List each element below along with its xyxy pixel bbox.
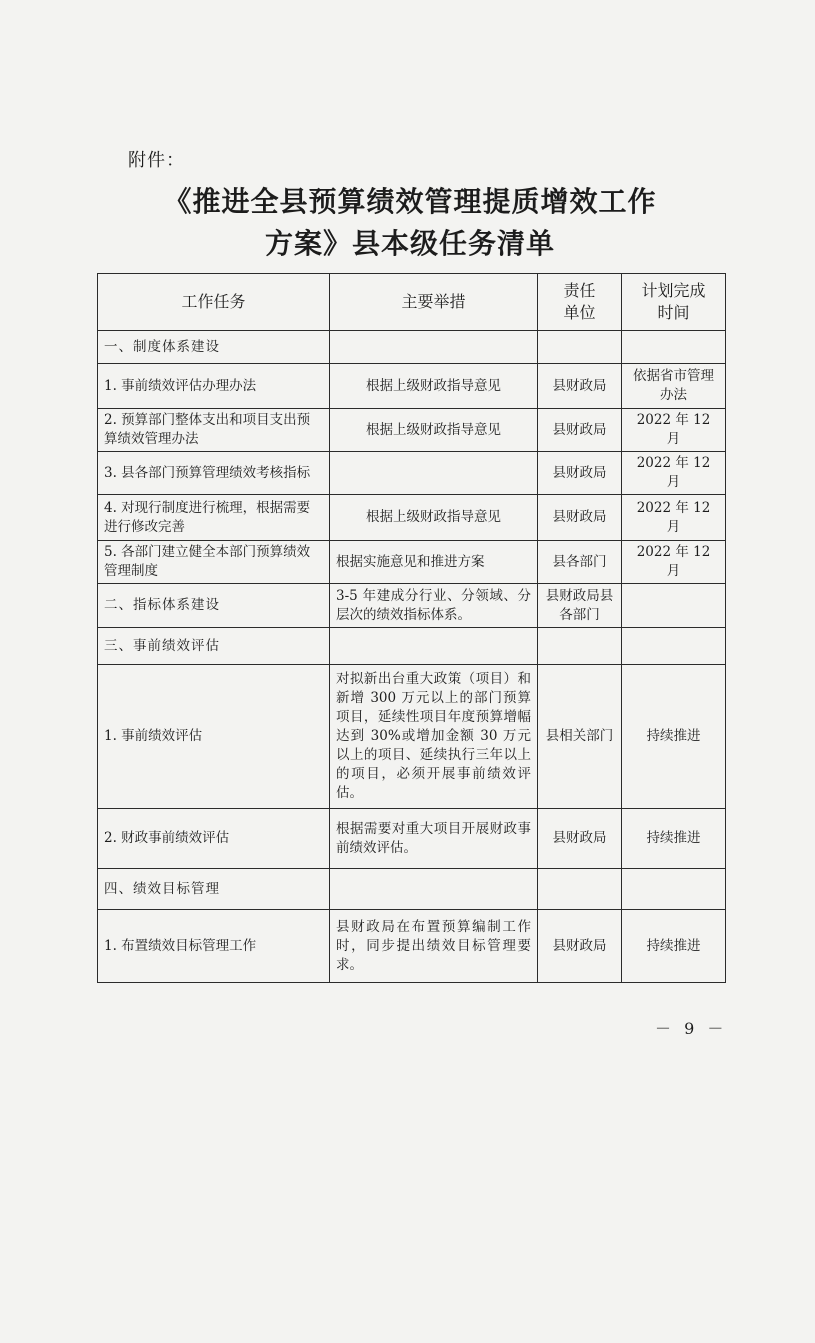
table-row: [98, 364, 726, 409]
time-cell: 2022 年 12 月: [622, 452, 726, 495]
section-heading: 四、绩效目标管理: [98, 869, 330, 910]
measure-cell: [330, 452, 538, 495]
time-cell: 持续推进: [622, 665, 726, 809]
header-measure: 主要举措: [330, 274, 538, 331]
page-number: － 9 －: [655, 1019, 728, 1038]
measure-cell: 根据需要对重大项目开展财政事前绩效评估。: [330, 809, 538, 869]
measure-cell: 3-5 年建成分行业、分领域、分层次的绩效指标体系。: [330, 584, 538, 628]
table-row: [98, 495, 726, 541]
task-cell: 2. 财政事前绩效评估: [98, 809, 330, 869]
attachment-label: 附件：: [128, 150, 185, 171]
unit-cell: 县财政局: [538, 809, 622, 869]
time-cell: [622, 628, 726, 665]
section-heading: 三、事前绩效评估: [98, 628, 330, 665]
measure-cell: [330, 628, 538, 665]
header-unit: [538, 274, 622, 331]
table-header-row: [98, 274, 726, 331]
unit-cell: [538, 628, 622, 665]
document-title-line-2: 方案》县本级任务清单: [264, 227, 555, 260]
unit-cell: 县财政局: [538, 409, 622, 452]
table-row: [98, 665, 726, 809]
header-time: [622, 274, 726, 331]
task-cell: 1. 事前绩效评估办理办法: [98, 364, 330, 409]
table-row: [98, 628, 726, 665]
measure-cell: 根据上级财政指导意见: [330, 495, 538, 541]
time-cell: [622, 331, 726, 364]
task-cell: 1. 布置绩效目标管理工作: [98, 910, 330, 983]
header-time-line-1: 计划完成: [641, 281, 706, 300]
table-row: [98, 331, 726, 364]
measure-cell: 根据实施意见和推进方案: [330, 541, 538, 584]
task-cell: 2. 预算部门整体支出和项目支出预算绩效管理办法: [98, 409, 330, 452]
header-task: 工作任务: [98, 274, 330, 331]
unit-cell: 县财政局: [538, 495, 622, 541]
time-cell: 2022 年 12 月: [622, 541, 726, 584]
task-cell: 5. 各部门建立健全本部门预算绩效管理制度: [98, 541, 330, 584]
section-heading: 一、制度体系建设: [98, 331, 330, 364]
unit-cell: 县财政局: [538, 910, 622, 983]
time-cell: [622, 584, 726, 628]
unit-cell: 县财政局县各部门: [538, 584, 622, 628]
time-cell: [622, 869, 726, 910]
measure-cell: 根据上级财政指导意见: [330, 409, 538, 452]
task-cell: 4. 对现行制度进行梳理，根据需要进行修改完善: [98, 495, 330, 541]
measure-cell: [330, 331, 538, 364]
table-row: [98, 869, 726, 910]
table-row: [98, 409, 726, 452]
time-cell: 依据省市管理办法: [622, 364, 726, 409]
unit-cell: [538, 331, 622, 364]
unit-cell: 县相关部门: [538, 665, 622, 809]
time-cell: 2022 年 12 月: [622, 409, 726, 452]
task-cell: 3. 县各部门预算管理绩效考核指标: [98, 452, 330, 495]
table-row: [98, 541, 726, 584]
unit-cell: [538, 869, 622, 910]
time-cell: 2022 年 12 月: [622, 495, 726, 541]
document-title-line-1: 《推进全县预算绩效管理提质增效工作: [163, 185, 657, 218]
section-heading: 二、指标体系建设: [98, 584, 330, 628]
table-row: [98, 809, 726, 869]
table-row: [98, 452, 726, 495]
unit-cell: 县各部门: [538, 541, 622, 584]
measure-cell: 县财政局在布置预算编制工作时，同步提出绩效目标管理要求。: [330, 910, 538, 983]
measure-cell: 对拟新出台重大政策（项目）和新增 300 万元以上的部门预算项目，延续性项目年度预算增幅达到 30%或增加金额 30 万元以上的项目、延续执行三年以上的项目，必须开展事前绩效评估。: [330, 665, 538, 809]
measure-cell: [330, 869, 538, 910]
header-time-line-2: 时间: [657, 303, 690, 322]
table-row: [98, 910, 726, 983]
unit-cell: 县财政局: [538, 452, 622, 495]
table-row: [98, 584, 726, 628]
unit-cell: 县财政局: [538, 364, 622, 409]
task-list-table: [97, 273, 726, 983]
time-cell: 持续推进: [622, 910, 726, 983]
task-cell: 1. 事前绩效评估: [98, 665, 330, 809]
time-cell: 持续推进: [622, 809, 726, 869]
measure-cell: 根据上级财政指导意见: [330, 364, 538, 409]
header-unit-line-1: 责任: [563, 281, 596, 300]
header-unit-line-2: 单位: [563, 303, 596, 322]
